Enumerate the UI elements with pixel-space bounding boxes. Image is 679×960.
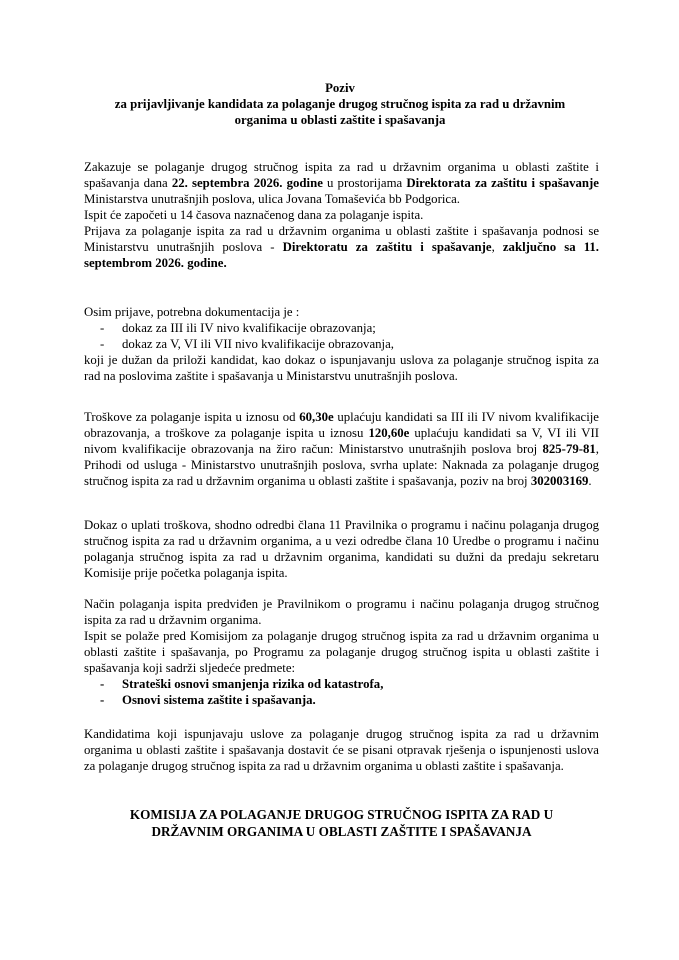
costs-paragraph: Troškove za polaganje ispita u iznosu od 60,30e uplaćuju kandidati sa III ili IV nivom kvalifikacije obrazovanja, a troškove za polaganje ispita u iznosu 120,60e uplaćuju kandidati sa V, VI ili VII nivom kvalifikacije obrazovanja na žiro račun: Ministarstvo unutrašnjih poslova broj 825-79-81, Prihodi od usluga - Ministarstvo unutrašnjih poslova, svrha uplate: Naknada za polaganje drugog stručnog ispita za rad u državnim organima u oblasti zaštite i spašavanja, poziv na broj 302003169. [84,410,599,488]
commission-signature [84,806,599,840]
exam-schedule-paragraph [84,159,599,271]
account-number: 825-79-81 [542,442,596,456]
title-line-3: organima u oblasti zaštite i spašavanja [234,113,446,127]
title-line-1: Poziv [325,81,355,95]
list-item: - dokaz za V, VI ili VII nivo kvalifikacije obrazovanja, [100,337,394,351]
method-text-2: Ispit se polaže pred Komisijom za polaganje drugog stručnog ispita za rad u državnim organima u oblasti zaštite i spašavanja, po Programu za polaganje drugog stručnog ispita u oblasti zaštite i spašavanja koji sadrži sljedeće predmete: [84,629,599,675]
list-item: - Strateški osnovi smanjenja rizika od katastrofa, [100,677,384,691]
list-item: - dokaz za III ili IV nivo kvalifikacije obrazovanja; [100,321,376,335]
signature-line-1: KOMISIJA ZA POLAGANJE DRUGOG STRUČNOG ISPITA ZA RAD U [129,807,554,822]
documentation-section [84,304,599,384]
exam-date: 22. septembra 2026. godine [171,176,323,190]
payment-reference: 302003169 [530,474,589,488]
payment-proof-paragraph: Dokaz o uplati troškova, shodno odredbi člana 11 Pravilnika o programu i načinu polaganja drugog stručnog ispita za rad u državnim organima, a u vezi odredbe člana 10 Uredbe o programu i načinu polaganja stručnog ispita za rad u državnim organima, kandidati su dužni da predaju sekretaru Komisije prije početka polaganja ispita. [84,518,599,580]
application-deadline: Prijava za polaganje ispita za rad u državnim organima u oblasti zaštite i spašavanja podnosi se Ministarstvu unutrašnjih poslova - Direktoratu za zaštitu i spašavanje, zaključno sa 11. septembrom 2026. godine. [84,224,599,270]
page-title [80,80,600,128]
list-item: - Osnovi sistema zaštite i spašavanja. [100,693,316,707]
fee-amount-1: 60,30e [299,410,334,424]
closing-paragraph: Kandidatima koji ispunjavaju uslove za polaganje drugog stručnog ispita za rad u državnim organima u oblasti zaštite i spašavanja dostavit će se pisani otpravak rješenja o ispunjenosti uslova za polaganje drugog stručnog ispita za rad u državnim organima u oblasti zaštite i spašavanja. [84,727,599,773]
exam-start-time: Ispit će započeti u 14 časova naznačenog dana za polaganje ispita. [84,208,424,222]
subjects-list [84,676,599,708]
exam-method-section [84,596,599,708]
method-text-1: Način polaganja ispita predviđen je Pravilnikom o programu i načinu polaganja drugog stručnog ispita za rad u državnim organima. [84,597,599,627]
signature-line-2: DRŽAVNIM ORGANIMA U OBLASTI ZAŠTITE I SPAŠAVANJA [151,824,532,839]
fee-amount-2: 120,60e [368,426,410,440]
schedule-text: Zakazuje se polaganje drugog stručnog ispita za rad u državnim organima u oblasti zaštite i spašavanja dana 22. septembra 2026. godine u prostorijama Direktorata za zaštitu i spašavanje Ministarstva unutrašnjih poslova, ulica Jovana Tomaševića bb Podgorica. [84,160,599,206]
documentation-outro: koji je dužan da priloži kandidat, kao dokaz o ispunjavanju uslova za polaganje stručnog ispita za rad na poslovima zaštite i spašavanja u Ministarstvu unutrašnjih poslova. [84,353,599,383]
title-line-2: za prijavljivanje kandidata za polaganje drugog stručnog ispita za rad u državnim [114,97,566,111]
deadline-date: zaključno sa 11. septembrom 2026. godine. [84,240,599,270]
documentation-intro: Osim prijave, potrebna dokumentacija je : [84,305,300,319]
directorate-name: Direktorata za zaštitu i spašavanje [406,176,599,190]
